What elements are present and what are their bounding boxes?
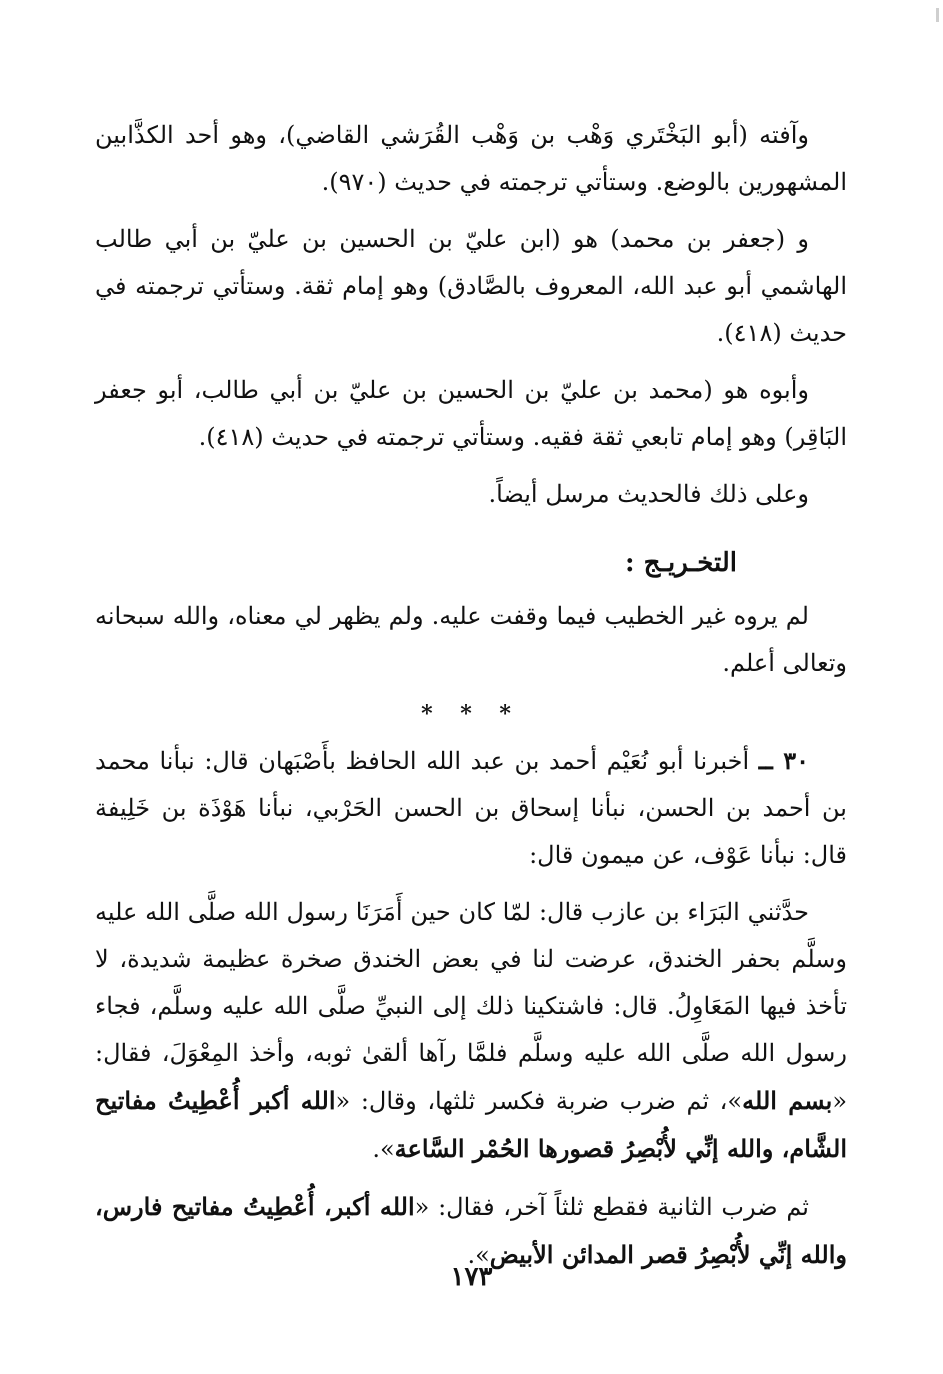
- paragraph-takhrij: لم يروه غير الخطيب فيما وقفت عليه. ولم يظهر لي معناه، والله سبحانه وتعالى أعلم.: [95, 602, 847, 677]
- hadith-isnad-text: أخبرنا أبو نُعَيْم أحمد بن عبد الله الحافظ بأَصْبَهان قال: نبأنا محمد بن أحمد بن الحسن، نبأنا إسحاق بن الحسن الحَرْبي، نبأنا هَوْذَة بن خَلِيفة قال: نبأنا عَوْف، عن ميمون قال:: [95, 747, 847, 869]
- page-number: ١٧٣: [450, 1262, 493, 1292]
- paragraph-narrator-note: وآفته (أبو البَخْتَري وَهْب بن وَهْب القُرَشي القاضي)، وهو أحد الكذَّابين المشهورين بالوضع. وستأتي ترجمته في حديث (٩٧٠).: [95, 121, 847, 196]
- quote-sham: الله أكبر أُعْطِيتُ مفاتيح الشَّام، والله إنِّي لأُبْصِرُ قصورها الحُمْر السَّاعة: [95, 1086, 847, 1163]
- matn-text-2: »، ثم ضرب ضربة فكسر ثلثها، وقال: «: [335, 1087, 743, 1115]
- paragraph-jafar: و (جعفر بن محمد) هو (ابن عليّ بن الحسين بن عليّ بن أبي طالب الهاشمي أبو عبد الله، المعروف بالصَّادق) وهو إمام ثقة. وستأتي ترجمته في حديث (٤١٨).: [95, 225, 847, 347]
- scan-mark: [936, 8, 939, 22]
- matn-text-3: ».: [372, 1135, 395, 1163]
- hadith-number: ٣٠ ــ: [758, 746, 809, 775]
- page-body: [95, 112, 847, 1289]
- quote-faris: الله أكبر، أُعْطِيتُ مفاتيح فارس، والله إنِّي لأُبْصِرُ قصر المدائن الأبيض: [95, 1192, 847, 1269]
- paragraph-hadith-isnad: [95, 737, 847, 879]
- paragraph-conclusion: وعلى ذلك فالحديث مرسل أيضاً.: [488, 480, 809, 508]
- matn-text-1: حدَّثني البَرَاء بن عازب قال: لمّا كان حين أَمَرَنَا رسول الله صلَّى الله عليه وسلَّم بحفر الخندق، عرضت لنا في بعض الخندق صخرة عظيمة شديدة، لا تأخذ فيها المَعَاوِلُ. قال: فاشتكينا ذلك إلى النبيِّ صلَّى الله عليه وسلَّم، فجاء رسول الله صلَّى الله عليه وسلَّم فلمَّا رآها ألقىٰ ثوبه، وأخذ المِعْوَلَ، فقال: «: [95, 898, 847, 1115]
- paragraph-hadith-matn: [95, 889, 847, 1173]
- section-separator: * * *: [421, 701, 521, 727]
- second-strike-text-1: ثم ضرب الثانية فقطع ثلثاً آخر، فقال: «: [414, 1193, 809, 1221]
- section-heading-takhrij: التخـريـج :: [624, 548, 737, 578]
- second-strike-text-2: ».: [467, 1241, 490, 1269]
- paragraph-father: وأبوه هو (محمد بن عليّ بن الحسين بن عليّ بن أبي طالب، أبو جعفر البَاقِر) وهو إمام تابعي ثقة فقيه. وستأتي ترجمته في حديث (٤١٨).: [95, 376, 847, 451]
- quote-bismillah: بسم الله: [742, 1086, 833, 1115]
